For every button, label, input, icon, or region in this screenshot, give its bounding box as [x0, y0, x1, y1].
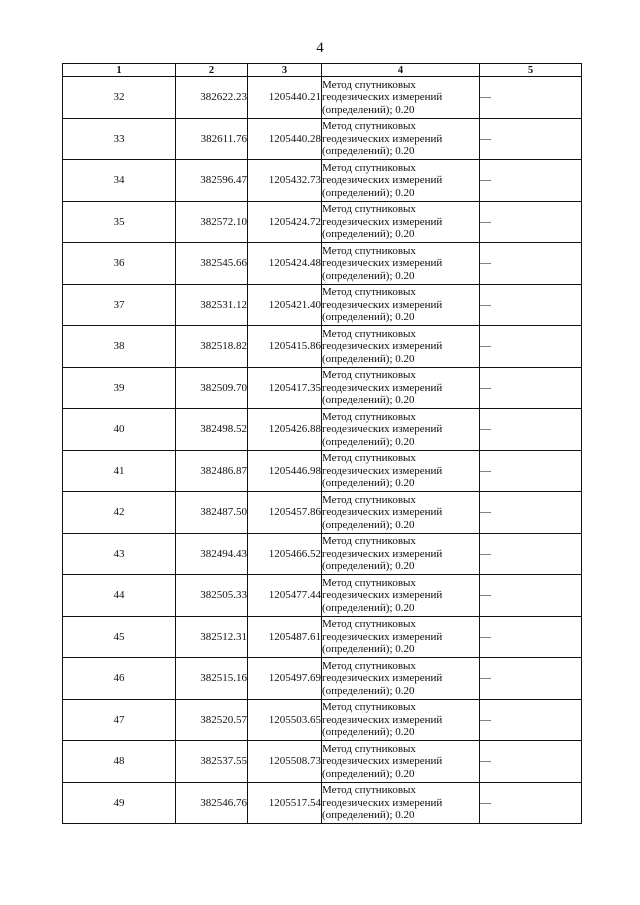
- method-line-2: геодезических измерений: [322, 423, 443, 435]
- method-cell: [322, 284, 480, 326]
- table-row: [63, 450, 582, 492]
- method-line-2: геодезических измерений: [322, 672, 443, 684]
- method-line-2: геодезических измерений: [322, 298, 443, 311]
- table-row: [63, 284, 582, 326]
- method-line-3: (определений); 0.20: [322, 269, 415, 282]
- coordinate-x: 382509.70: [176, 367, 248, 409]
- table-row: [63, 201, 582, 243]
- note-cell: —: [480, 699, 582, 741]
- method-cell: [322, 533, 480, 575]
- method-cell: [322, 243, 480, 285]
- method-cell: [322, 77, 480, 119]
- method-line-1: Метод спутниковых: [322, 286, 416, 298]
- method-line-1: Метод спутниковых: [322, 701, 416, 713]
- table-row: [63, 575, 582, 617]
- coordinate-y: 1205415.86: [248, 326, 322, 368]
- point-number: 47: [63, 699, 176, 741]
- method-line-2: геодезических измерений: [322, 174, 443, 186]
- method-line-1: Метод спутниковых: [322, 369, 416, 381]
- point-number: 43: [63, 533, 176, 575]
- method-line-2: геодезических измерений: [322, 340, 443, 352]
- point-number: 38: [63, 326, 176, 368]
- coordinate-y: 1205517.54: [248, 782, 322, 824]
- coordinate-x: 382487.50: [176, 492, 248, 534]
- method-cell: [322, 118, 480, 160]
- column-header-2: 2: [176, 64, 248, 77]
- note-cell: —: [480, 284, 582, 326]
- method-line-3: (определений); 0.20: [322, 809, 415, 821]
- note-cell: —: [480, 782, 582, 824]
- table-row: [63, 699, 582, 741]
- coordinate-y: 1205503.65: [248, 699, 322, 741]
- table-row: [63, 77, 582, 119]
- note-cell: —: [480, 77, 582, 119]
- method-line-1: Метод спутниковых: [322, 576, 416, 589]
- method-line-1: Метод спутниковых: [322, 327, 416, 340]
- method-line-3: (определений); 0.20: [322, 394, 415, 406]
- method-line-2: геодезических измерений: [322, 464, 443, 477]
- table-row: [63, 782, 582, 824]
- method-cell: [322, 575, 480, 617]
- table-row: [63, 741, 582, 783]
- point-number: 45: [63, 616, 176, 658]
- method-cell: [322, 326, 480, 368]
- column-header-3: 3: [248, 64, 322, 77]
- column-header-5: 5: [480, 64, 582, 77]
- method-line-1: Метод спутниковых: [322, 203, 416, 215]
- method-line-1: Метод спутниковых: [322, 493, 416, 506]
- method-line-2: геодезических измерений: [322, 91, 443, 103]
- coordinate-x: 382512.31: [176, 616, 248, 658]
- method-cell: [322, 782, 480, 824]
- method-line-3: (определений); 0.20: [322, 311, 415, 323]
- coordinate-y: 1205432.73: [248, 160, 322, 202]
- method-line-1: Метод спутниковых: [322, 161, 416, 174]
- point-number: 44: [63, 575, 176, 617]
- coordinate-y: 1205446.98: [248, 450, 322, 492]
- method-line-2: геодезических измерений: [322, 630, 443, 643]
- note-cell: —: [480, 367, 582, 409]
- method-line-1: Метод спутниковых: [322, 120, 416, 132]
- coordinate-y: 1205426.88: [248, 409, 322, 451]
- coordinate-x: 382515.16: [176, 658, 248, 700]
- method-line-1: Метод спутниковых: [322, 244, 416, 257]
- method-line-1: Метод спутниковых: [322, 535, 416, 547]
- coordinate-x: 382572.10: [176, 201, 248, 243]
- method-line-2: геодезических измерений: [322, 257, 443, 269]
- method-line-2: геодезических измерений: [322, 547, 443, 560]
- method-cell: [322, 160, 480, 202]
- method-line-3: (определений); 0.20: [322, 643, 415, 655]
- method-line-1: Метод спутниковых: [322, 742, 416, 755]
- coordinate-y: 1205508.73: [248, 741, 322, 783]
- coordinate-x: 382545.66: [176, 243, 248, 285]
- method-line-2: геодезических измерений: [322, 215, 443, 228]
- coordinate-x: 382531.12: [176, 284, 248, 326]
- coordinate-y: 1205487.61: [248, 616, 322, 658]
- method-line-3: (определений); 0.20: [322, 352, 415, 365]
- table-row: [63, 658, 582, 700]
- point-number: 49: [63, 782, 176, 824]
- note-cell: —: [480, 243, 582, 285]
- point-number: 46: [63, 658, 176, 700]
- point-number: 36: [63, 243, 176, 285]
- method-line-1: Метод спутниковых: [322, 784, 416, 796]
- point-number: 34: [63, 160, 176, 202]
- point-number: 40: [63, 409, 176, 451]
- method-line-1: Метод спутниковых: [322, 452, 416, 464]
- method-cell: [322, 658, 480, 700]
- method-cell: [322, 741, 480, 783]
- method-line-3: (определений); 0.20: [322, 477, 415, 489]
- table-row: [63, 160, 582, 202]
- note-cell: —: [480, 160, 582, 202]
- method-cell: [322, 201, 480, 243]
- coordinate-x: 382596.47: [176, 160, 248, 202]
- point-number: 37: [63, 284, 176, 326]
- column-header-4: 4: [322, 64, 480, 77]
- method-cell: [322, 450, 480, 492]
- coordinate-y: 1205440.28: [248, 118, 322, 160]
- method-line-2: геодезических измерений: [322, 589, 443, 601]
- method-cell: [322, 367, 480, 409]
- method-line-2: геодезических измерений: [322, 381, 443, 394]
- coordinate-y: 1205497.69: [248, 658, 322, 700]
- coordinate-x: 382611.76: [176, 118, 248, 160]
- column-header-1: 1: [63, 64, 176, 77]
- coordinate-x: 382494.43: [176, 533, 248, 575]
- method-line-3: (определений); 0.20: [322, 518, 415, 531]
- method-cell: [322, 699, 480, 741]
- method-line-3: (определений); 0.20: [322, 228, 415, 240]
- note-cell: —: [480, 741, 582, 783]
- method-cell: [322, 492, 480, 534]
- note-cell: —: [480, 616, 582, 658]
- method-line-3: (определений); 0.20: [322, 601, 415, 614]
- coordinate-y: 1205424.72: [248, 201, 322, 243]
- point-number: 39: [63, 367, 176, 409]
- point-number: 32: [63, 77, 176, 119]
- method-line-2: геодезических измерений: [322, 796, 443, 809]
- table-row: [63, 243, 582, 285]
- coordinates-table: [62, 63, 582, 824]
- coordinate-x: 382518.82: [176, 326, 248, 368]
- method-line-2: геодезических измерений: [322, 713, 443, 726]
- method-line-3: (определений); 0.20: [322, 726, 415, 738]
- table-row: [63, 616, 582, 658]
- table-row: [63, 118, 582, 160]
- method-cell: [322, 616, 480, 658]
- point-number: 42: [63, 492, 176, 534]
- method-cell: [322, 409, 480, 451]
- method-line-3: (определений); 0.20: [322, 684, 415, 697]
- method-line-3: (определений); 0.20: [322, 103, 415, 116]
- method-line-1: Метод спутниковых: [322, 78, 416, 91]
- note-cell: —: [480, 658, 582, 700]
- table-header-row: [63, 64, 582, 77]
- coordinate-x: 382520.57: [176, 699, 248, 741]
- coordinate-x: 382498.52: [176, 409, 248, 451]
- coordinate-y: 1205421.40: [248, 284, 322, 326]
- note-cell: —: [480, 118, 582, 160]
- note-cell: —: [480, 533, 582, 575]
- method-line-3: (определений); 0.20: [322, 145, 415, 157]
- method-line-3: (определений); 0.20: [322, 767, 415, 780]
- table-row: [63, 326, 582, 368]
- point-number: 35: [63, 201, 176, 243]
- method-line-2: геодезических измерений: [322, 506, 443, 518]
- method-line-1: Метод спутниковых: [322, 659, 416, 672]
- method-line-1: Метод спутниковых: [322, 618, 416, 630]
- table-row: [63, 533, 582, 575]
- coordinate-y: 1205457.86: [248, 492, 322, 534]
- method-line-2: геодезических измерений: [322, 755, 443, 767]
- note-cell: —: [480, 201, 582, 243]
- coordinate-x: 382486.87: [176, 450, 248, 492]
- coordinate-y: 1205440.21: [248, 77, 322, 119]
- note-cell: —: [480, 492, 582, 534]
- method-line-3: (определений); 0.20: [322, 435, 415, 448]
- table-row: [63, 409, 582, 451]
- note-cell: —: [480, 450, 582, 492]
- coordinate-y: 1205466.52: [248, 533, 322, 575]
- coordinate-y: 1205424.48: [248, 243, 322, 285]
- point-number: 48: [63, 741, 176, 783]
- table-row: [63, 492, 582, 534]
- coordinate-x: 382505.33: [176, 575, 248, 617]
- method-line-1: Метод спутниковых: [322, 410, 416, 423]
- table-row: [63, 367, 582, 409]
- coordinate-y: 1205417.35: [248, 367, 322, 409]
- coordinate-x: 382546.76: [176, 782, 248, 824]
- point-number: 41: [63, 450, 176, 492]
- page-number: 4: [316, 40, 324, 56]
- coordinate-x: 382622.23: [176, 77, 248, 119]
- note-cell: —: [480, 575, 582, 617]
- method-line-2: геодезических измерений: [322, 132, 443, 145]
- method-line-3: (определений); 0.20: [322, 560, 415, 572]
- note-cell: —: [480, 326, 582, 368]
- note-cell: —: [480, 409, 582, 451]
- coordinate-x: 382537.55: [176, 741, 248, 783]
- point-number: 33: [63, 118, 176, 160]
- table-body: [63, 77, 582, 824]
- method-line-3: (определений); 0.20: [322, 186, 415, 199]
- coordinate-y: 1205477.44: [248, 575, 322, 617]
